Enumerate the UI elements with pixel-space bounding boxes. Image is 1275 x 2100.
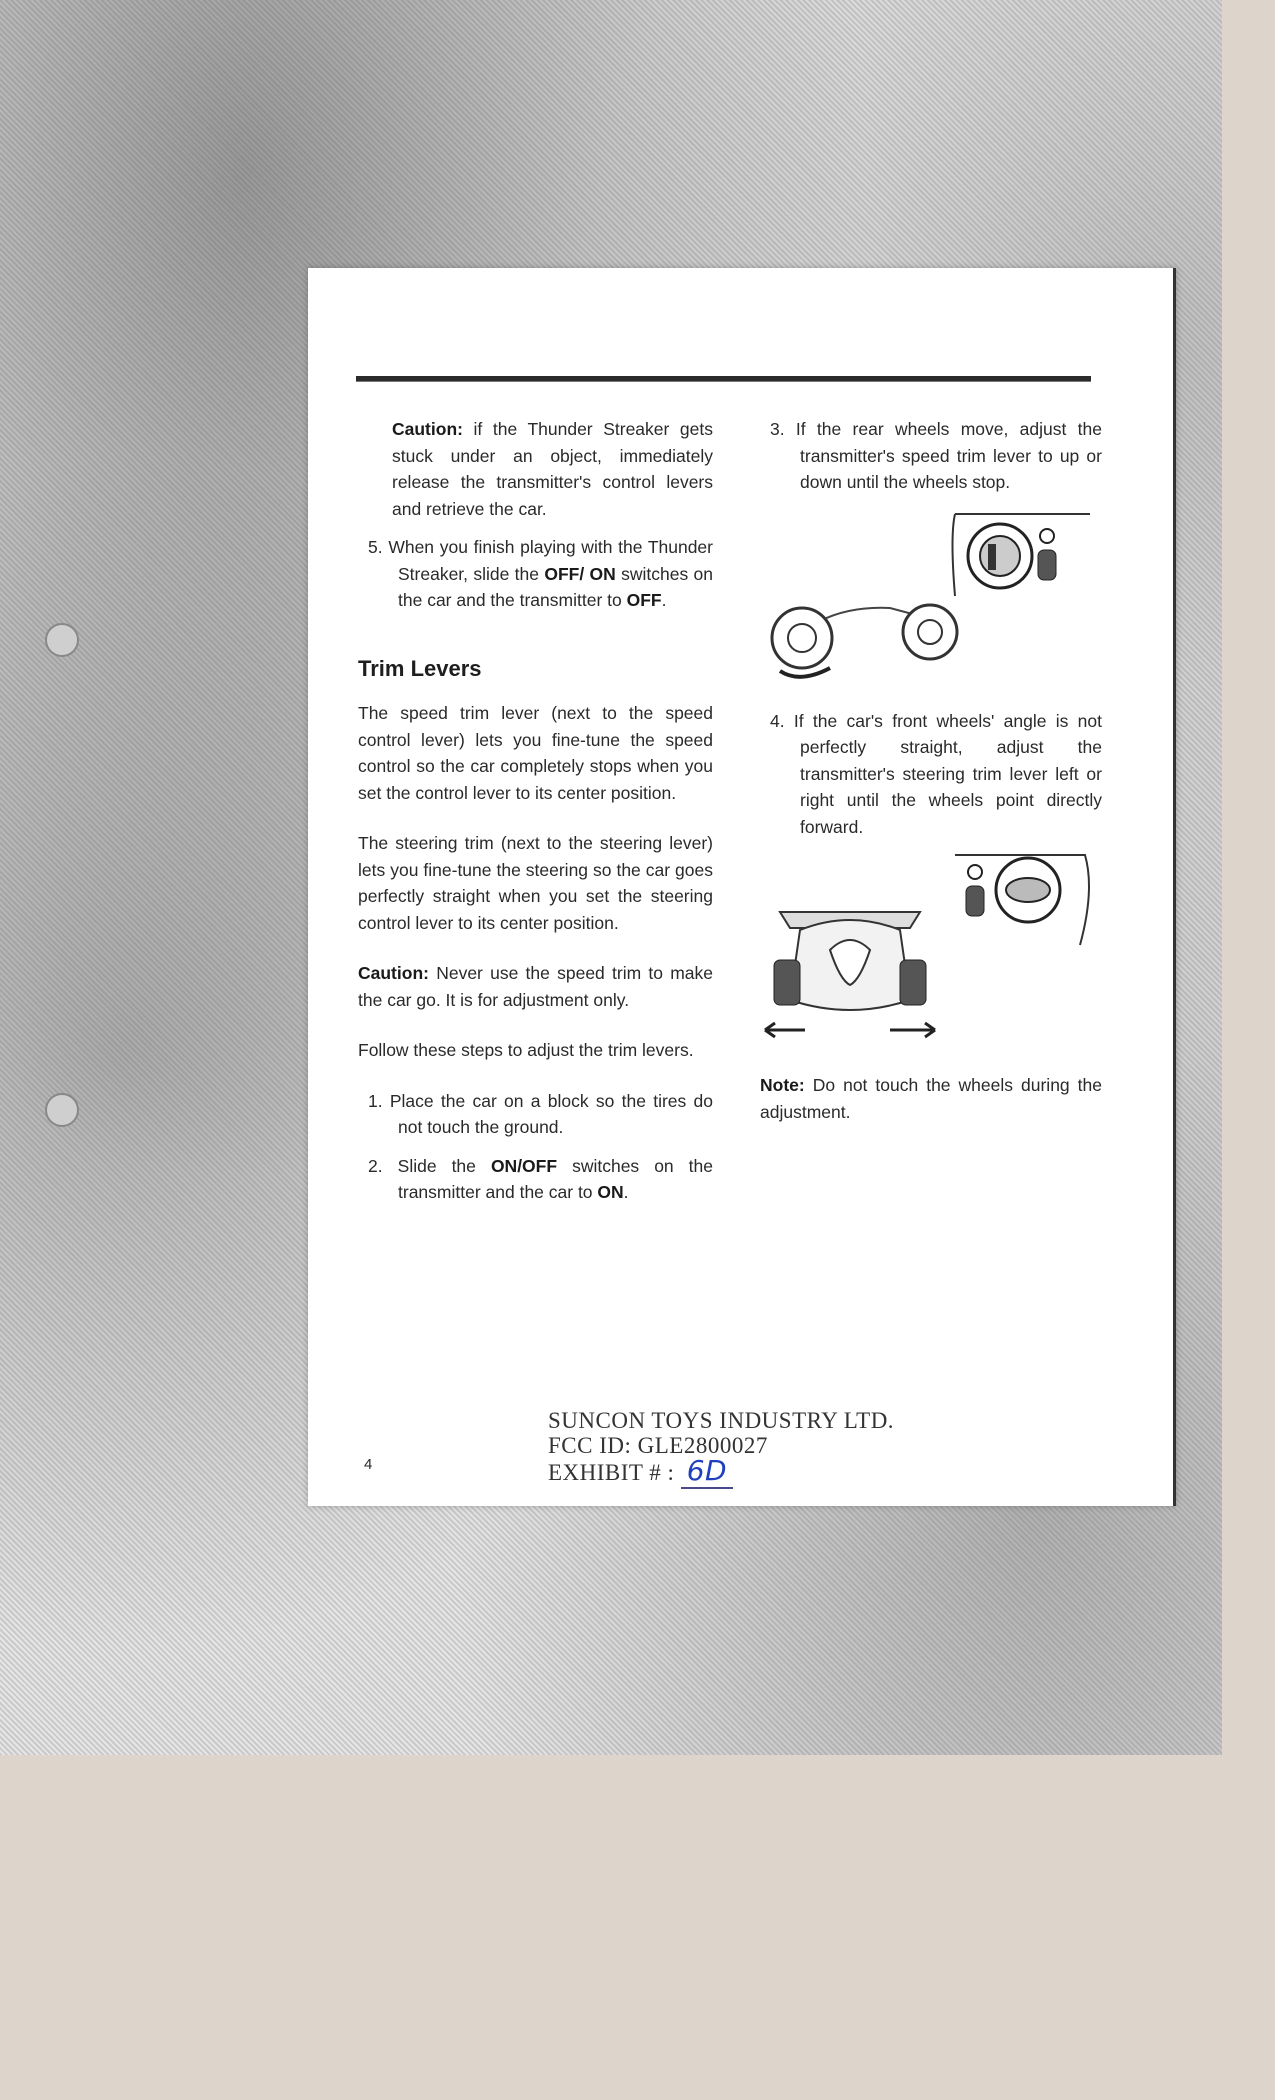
front-wheel-icon xyxy=(900,960,926,1005)
step-text: switches on the car and the transmitter to xyxy=(398,563,713,610)
trim-indicator-icon xyxy=(968,865,982,879)
caution-label: Caution: xyxy=(392,419,463,439)
step-text: If the car's front wheels' angle is not perfectly straight, adjust the transmitter's steering trim lever left or right until the wheels point directly forward. xyxy=(793,710,1102,837)
step-1 xyxy=(358,1088,713,1141)
binder-hole-bottom xyxy=(45,1093,79,1127)
front-wheel-icon xyxy=(774,960,800,1005)
step-3 xyxy=(760,416,1102,496)
switch-label: ON xyxy=(597,1182,624,1202)
header-rule xyxy=(356,376,1091,382)
fcc-id-label: FCC ID: xyxy=(548,1433,632,1458)
transmitter-outline xyxy=(953,514,956,596)
company-name: SUNCON TOYS INDUSTRY LTD. xyxy=(548,1408,895,1433)
speed-trim-paragraph: The speed trim lever (next to the speed control lever) lets you fine-tune the speed control so the car completely stops when you set the control lever to its center position. xyxy=(358,703,713,803)
left-column xyxy=(358,416,713,1206)
exhibit-line xyxy=(548,1454,894,1487)
note-paragraph xyxy=(760,1072,1102,1125)
caution-paragraph-2 xyxy=(358,960,713,1013)
caution-text: if the Thunder Streaker gets stuck under an object, immediately release the transmitter's control levers and retrieve the car. xyxy=(392,419,713,519)
fcc-exhibit-stamp xyxy=(548,1408,894,1485)
exhibit-value: 6D xyxy=(681,1454,733,1489)
step-text: . xyxy=(661,590,667,610)
step-4 xyxy=(760,708,1102,841)
section-heading: Trim Levers xyxy=(358,655,482,681)
step-number: 2. xyxy=(368,1155,383,1176)
steering-control-dial xyxy=(1006,878,1050,902)
step-number: 4. xyxy=(770,710,785,731)
binder-hole-top xyxy=(45,623,79,657)
trim-lever-icon xyxy=(1038,550,1056,580)
note-label: Note: xyxy=(760,1075,805,1095)
switch-label: OFF/ ON xyxy=(544,563,616,584)
step-text: If the rear wheels move, adjust the transmitter's speed trim lever to up or down until the wheels stop. xyxy=(795,419,1102,492)
step-text: Place the car on a block so the tires do not touch the ground. xyxy=(389,1090,713,1137)
steps-intro: Follow these steps to adjust the trim levers. xyxy=(358,1040,694,1060)
steering-trim-paragraph: The steering trim (next to the steering lever) lets you fine-tune the steering so the car goes perfectly straight when you set the steering control lever to its center position. xyxy=(358,833,713,933)
exhibit-label: EXHIBIT # : xyxy=(548,1460,675,1485)
switch-label: OFF xyxy=(626,590,662,610)
note-text: Do not touch the wheels during the adjustment. xyxy=(760,1075,1102,1122)
speed-control-dial xyxy=(980,536,1020,576)
caution-paragraph xyxy=(358,416,713,522)
page-number: 4 xyxy=(364,1456,373,1473)
front-wheel-icon xyxy=(903,605,957,659)
step-5 xyxy=(358,534,713,614)
step-text: switches on the transmitter and the car to xyxy=(398,1155,714,1202)
right-arrow-icon xyxy=(890,1023,935,1037)
rear-wheel-trim-illustration xyxy=(760,506,1100,696)
switch-label: ON/OFF xyxy=(490,1155,558,1176)
step-text: . xyxy=(623,1182,629,1202)
step-2 xyxy=(358,1153,713,1206)
steering-trim-illustration xyxy=(760,850,1100,1060)
caution-text: Never use the speed trim to make the car go. It is for adjustment only. xyxy=(358,963,713,1010)
right-column xyxy=(760,416,1102,1125)
step-text: Slide the xyxy=(397,1155,476,1176)
left-arrow-icon xyxy=(765,1023,805,1037)
step-number: 1. xyxy=(368,1090,383,1111)
manual-page xyxy=(308,268,1176,1506)
control-lever-icon xyxy=(988,544,996,570)
caution-label: Caution: xyxy=(358,963,429,983)
step-number: 5. xyxy=(368,537,383,557)
step-number: 3. xyxy=(770,419,785,439)
trim-indicator-icon xyxy=(1040,529,1054,543)
trim-lever-icon xyxy=(966,886,984,916)
fcc-id-value: GLE2800027 xyxy=(637,1433,768,1458)
step-text: When you finish playing with the Thunder Streaker, slide the xyxy=(388,537,713,584)
rear-wheel-icon xyxy=(772,608,832,668)
